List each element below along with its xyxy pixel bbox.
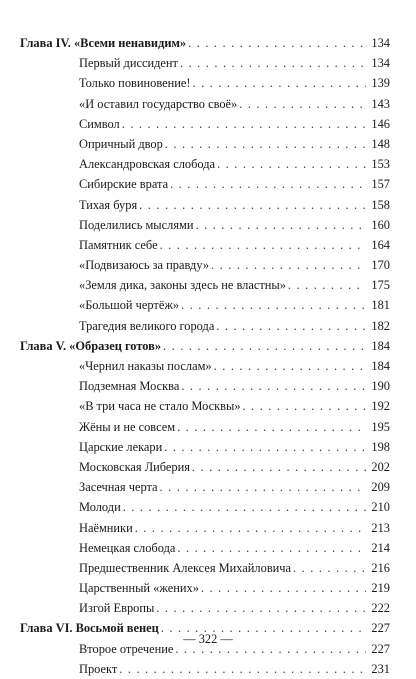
toc-title: Только повиновение! — [79, 76, 191, 91]
toc-section — [20, 437, 390, 457]
toc-title: Памятник себе — [79, 237, 158, 252]
toc-section — [20, 195, 390, 215]
dot-leader — [181, 376, 366, 396]
dot-leader — [177, 538, 366, 558]
toc-title: Первый диссидент — [79, 56, 178, 71]
toc-title: Поделились мыслями — [79, 217, 194, 232]
dot-leader — [293, 558, 366, 578]
toc-section — [20, 477, 390, 497]
toc-page: 192 — [371, 399, 390, 414]
toc-chapter — [20, 336, 390, 356]
toc-page: 175 — [371, 278, 390, 293]
toc-section — [20, 53, 390, 73]
dot-leader — [201, 578, 366, 598]
toc-section — [20, 376, 390, 396]
dot-leader — [160, 235, 366, 255]
dot-leader — [196, 215, 367, 235]
toc-chapter — [20, 33, 390, 53]
dot-leader — [217, 154, 366, 174]
dot-leader — [188, 33, 366, 53]
toc-page: 231 — [371, 661, 390, 676]
dot-leader — [165, 134, 366, 154]
toc-title: Царские лекари — [79, 439, 163, 454]
toc-page: 214 — [371, 540, 390, 555]
dot-leader — [181, 295, 366, 315]
dot-leader — [119, 659, 366, 679]
dot-leader — [122, 114, 366, 134]
toc-title: Символ — [79, 116, 120, 131]
toc-section — [20, 275, 390, 295]
toc-page: 209 — [371, 480, 390, 495]
toc-section — [20, 558, 390, 578]
toc-section — [20, 154, 390, 174]
toc-section — [20, 174, 390, 194]
dot-leader — [243, 396, 366, 416]
toc-page: 184 — [371, 359, 390, 373]
dot-leader — [135, 518, 366, 538]
toc-page: 157 — [371, 177, 390, 192]
toc-title: Александровская слобода — [79, 157, 216, 172]
dot-leader — [211, 255, 366, 275]
toc-title: Опричный двор — [79, 136, 163, 151]
toc-section — [20, 215, 390, 235]
toc-page: 164 — [371, 237, 390, 252]
dot-leader — [214, 356, 366, 376]
dot-leader — [216, 316, 366, 336]
dot-leader — [239, 94, 366, 114]
toc-section — [20, 538, 390, 558]
toc-page: 181 — [371, 298, 390, 313]
toc-page: 198 — [371, 439, 390, 454]
toc-section — [20, 518, 390, 538]
toc-page: 222 — [371, 601, 390, 616]
toc-page: 143 — [371, 96, 390, 111]
toc-page: 190 — [371, 379, 390, 394]
toc-section — [20, 94, 390, 114]
dot-leader — [180, 53, 366, 73]
dot-leader — [164, 437, 366, 457]
toc-page: 160 — [371, 217, 390, 232]
toc-title: Московская Либерия — [79, 459, 190, 474]
toc-title: Наёмники — [79, 520, 133, 535]
toc-page: 134 — [371, 56, 390, 71]
dot-leader — [160, 477, 366, 497]
dot-leader — [156, 598, 366, 618]
dot-leader — [192, 73, 366, 93]
toc-section — [20, 497, 390, 517]
toc-title: «И оставил государство своё» — [79, 96, 238, 111]
toc-page: 170 — [371, 258, 390, 273]
toc-page: 139 — [371, 76, 390, 91]
toc-title: Засечная черта — [79, 480, 158, 495]
toc-section — [20, 134, 390, 154]
toc-title: Трагедия великого города — [79, 318, 215, 333]
toc-page: 216 — [371, 560, 390, 575]
dot-leader — [177, 417, 366, 437]
toc-page: 227 — [371, 621, 390, 636]
toc-page: 134 — [371, 36, 390, 50]
toc-title: «Земля дика, законы здесь не властны» — [79, 278, 286, 293]
toc-title: Немецкая слобода — [79, 540, 176, 555]
toc-page: 202 — [371, 459, 390, 474]
toc-section — [20, 578, 390, 598]
toc-title: «Подвизаюсь за правду» — [79, 258, 210, 273]
toc-section — [20, 457, 390, 477]
toc-page: 146 — [371, 116, 390, 131]
toc-title: Молоди — [79, 500, 121, 515]
toc-section — [20, 598, 390, 618]
toc-section — [20, 235, 390, 255]
toc-title: Предшественник Алексея Михайловича — [79, 560, 292, 575]
toc-section — [20, 295, 390, 315]
toc-title: «В три часа не стало Москвы» — [79, 399, 241, 414]
toc-page: 184 — [371, 338, 390, 353]
dot-leader — [288, 275, 366, 295]
toc-title: Глава V. «Образец готов» — [20, 338, 162, 353]
toc-title: Проект — [79, 661, 118, 676]
toc-title: Изгой Европы — [79, 601, 155, 616]
dot-leader — [123, 497, 366, 517]
toc-page: 213 — [371, 520, 390, 535]
toc-page: 153 — [371, 157, 390, 172]
toc-page: 158 — [371, 197, 390, 212]
toc-section — [20, 73, 390, 93]
toc-title: Глава VI. Восьмой венец — [20, 621, 159, 636]
dot-leader — [192, 457, 366, 477]
toc-section — [20, 316, 390, 336]
toc-title: Второе отречение — [79, 641, 174, 656]
dot-leader — [163, 336, 366, 356]
toc-page: 148 — [371, 136, 390, 151]
toc-section — [20, 114, 390, 134]
toc-page: 219 — [371, 581, 390, 596]
toc-section — [20, 255, 390, 275]
dot-leader — [139, 195, 366, 215]
toc-title: Глава IV. «Всеми ненавидим» — [20, 36, 187, 50]
table-of-contents — [20, 33, 390, 679]
toc-title: Сибирские врата — [79, 177, 169, 192]
toc-section — [20, 396, 390, 416]
toc-section — [20, 659, 390, 679]
toc-page: 195 — [371, 419, 390, 434]
toc-section — [20, 356, 390, 376]
toc-title: Подземная Москва — [79, 379, 180, 394]
toc-title: «Чернил наказы послам» — [79, 359, 212, 373]
toc-page: 210 — [371, 500, 390, 515]
toc-page: 227 — [371, 641, 390, 656]
toc-title: Жёны и не совсем — [79, 419, 176, 434]
dot-leader — [170, 174, 366, 194]
toc-section — [20, 417, 390, 437]
page-number: — 322 — — [183, 632, 233, 646]
toc-title: Царственный «жених» — [79, 581, 199, 596]
toc-title: «Большой чертёж» — [79, 298, 180, 313]
toc-page: 182 — [371, 318, 390, 333]
toc-title: Тихая буря — [79, 197, 138, 212]
